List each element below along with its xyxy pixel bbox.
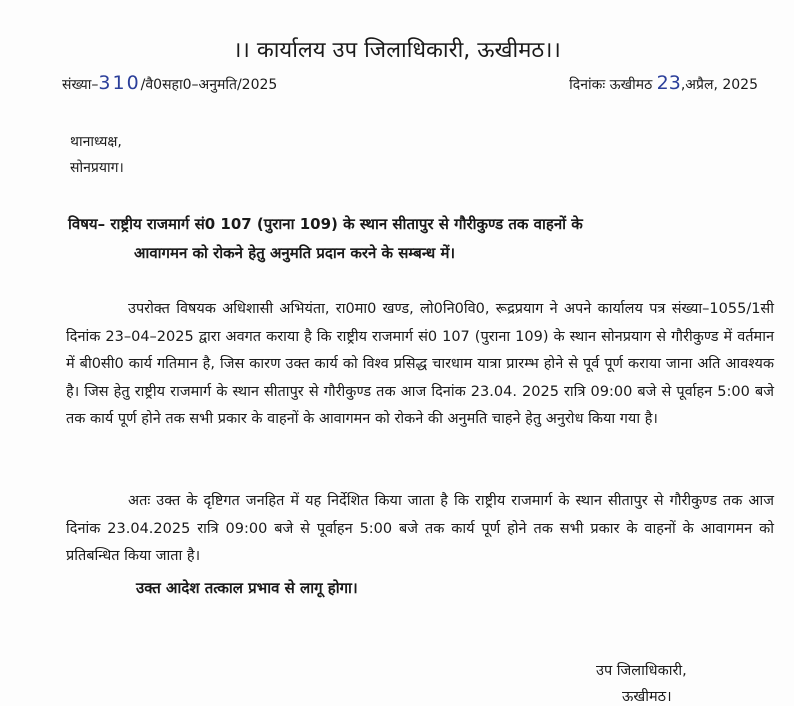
addressee-place: सोनप्रयाग। xyxy=(70,160,124,176)
reference-suffix: /वै0सहा0–अनुमति/2025 xyxy=(140,77,278,93)
date-handwritten-day: 23 xyxy=(656,72,681,94)
subject-line-1: विषय– राष्ट्रीय राजमार्ग सं0 107 (पुराना 109) के स्थान सीतापुर से गौरीकुण्ड तक वाहनों के xyxy=(68,215,583,233)
signatory-place: ऊखीमठ। xyxy=(622,689,672,705)
letter-date xyxy=(569,72,758,94)
reference-prefix: संख्या– xyxy=(62,77,99,93)
signatory-title: उप जिलाधिकारी, xyxy=(596,663,687,679)
date-suffix: ,अप्रैल, 2025 xyxy=(680,77,758,93)
reference-number xyxy=(62,72,277,94)
subject-line-2: आवागमन को रोकने हेतु अनुमति प्रदान करने के सम्बन्ध में। xyxy=(134,244,456,262)
date-prefix: दिनांकः ऊखीमठ xyxy=(569,77,653,93)
addressee-title: थानाध्यक्ष, xyxy=(70,134,122,150)
reference-handwritten-number: 310 xyxy=(98,72,141,94)
subject-block xyxy=(68,210,768,268)
order-statement: उक्त आदेश तत्काल प्रभाव से लागू होगा। xyxy=(136,579,358,597)
body-paragraph-2: अतः उक्त के दृष्टिगत जनहित में यह निर्देशित किया जाता है कि राष्ट्रीय राजमार्ग के स्थान सीतापुर से गौरीकुण्ड तक आज दिनांक 23.04.2025 रात्रि 09:00 बजे से पूर्वाहन 5:00 बजे तक कार्य पूर्ण होने तक सभी प्रकार के वाहनों के आवागमन को प्रतिबन्धित किया जाता है। xyxy=(66,493,774,564)
body-paragraph-1: उपरोक्त विषयक अधिशासी अभियंता, रा0मा0 खण्ड, लो0नि0वि0, रूद्रप्रयाग ने अपने कार्यालय पत्र संख्या–1055/1सी दिनांक 23–04–2025 द्वारा अवगत कराया है कि राष्ट्रीय राजमार्ग सं0 107 (पुराना 109) के स्थान सोनप्रयाग से गौरीकुण्ड में वर्तमान में बी0सी0 कार्य गतिमान है, जिस कारण उक्त कार्य को विश्व प्रसिद्ध चारधाम यात्रा प्रारम्भ होने से पूर्व पूर्ण कराया जाना अति आवश्यक है। जिस हेतु राष्ट्रीय राजमार्ग के स्थान सीतापुर से गौरीकुण्ड तक आज दिनांक 23.04. 2025 रात्रि 09:00 बजे से पूर्वाहन 5:00 बजे तक कार्य पूर्ण होने तक सभी प्रकार के वाहनों के आवागमन को रोकने की अनुमति चाहने हेतु अनुरोध किया गया है। xyxy=(66,301,774,427)
office-header: ।। कार्यालय उप जिलाधिकारी, ऊखीमठ।। xyxy=(233,38,561,63)
